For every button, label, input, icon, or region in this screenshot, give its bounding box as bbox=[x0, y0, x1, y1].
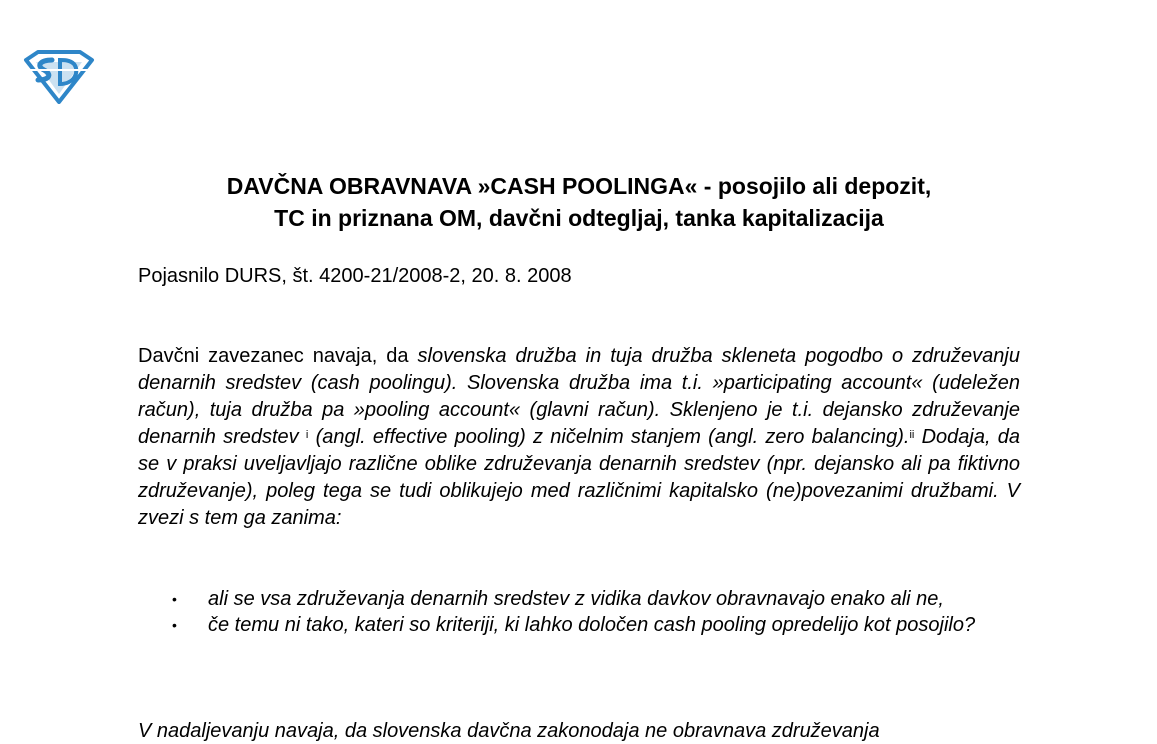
paragraph-intro: Davčni zavezanec navaja, da bbox=[138, 345, 418, 367]
paragraph-italic-1: slovenska družba in tuja družba skleneta pogodbo o združevanju denarnih sredstev (cash poolingu). Slovenska družba ima t.i. »participating account« (udeležen račun), tuja družba pa »pooling account« (glavni račun). Sklenjeno je t.i. dejansko združevanje denarnih sredstev bbox=[138, 345, 1020, 448]
paragraph-italic-3: Dodaja, da se v praksi uveljavljajo različne oblike združevanja denarnih sredstev (npr. dejansko ali pa fiktivno združevanje), poleg tega se tudi oblikujejo med različnimi kapitalsko (ne)povezanimi družbami. V zvezi s tem ga zanima: bbox=[138, 426, 1021, 529]
list-item bbox=[138, 586, 1020, 612]
footnote-ref-i[interactable]: i bbox=[305, 429, 309, 441]
footnote-ref-ii[interactable]: ii bbox=[909, 429, 915, 441]
sd-logo-icon bbox=[22, 50, 96, 104]
paragraph-italic-2: (angl. effective pooling) z ničelnim stanjem (angl. zero balancing). bbox=[308, 426, 910, 448]
document-title bbox=[138, 170, 1020, 234]
question-list bbox=[138, 586, 1020, 638]
continuation-paragraph: V nadaljevanju navaja, da slovenska davčna zakonodaja ne obravnava združevanja bbox=[138, 720, 880, 742]
list-item-text: ali se vsa združevanja denarnih sredstev z vidika davkov obravnavajo enako ali ne, bbox=[208, 588, 944, 610]
bullet-icon: • bbox=[172, 591, 177, 607]
title-line-2: TC in priznana OM, davčni odtegljaj, tanka kapitalizacija bbox=[274, 205, 884, 231]
title-line-1: DAVČNA OBRAVNAVA »CASH POOLINGA« - posojilo ali depozit, bbox=[226, 173, 932, 199]
body-paragraph bbox=[138, 343, 1020, 532]
list-item bbox=[138, 612, 1020, 638]
document-reference: Pojasnilo DURS, št. 4200-21/2008-2, 20. 8. 2008 bbox=[138, 265, 572, 287]
list-item-text: če temu ni tako, kateri so kriteriji, ki lahko določen cash pooling opredelijo kot posojilo? bbox=[208, 614, 976, 636]
bullet-icon: • bbox=[172, 617, 177, 633]
